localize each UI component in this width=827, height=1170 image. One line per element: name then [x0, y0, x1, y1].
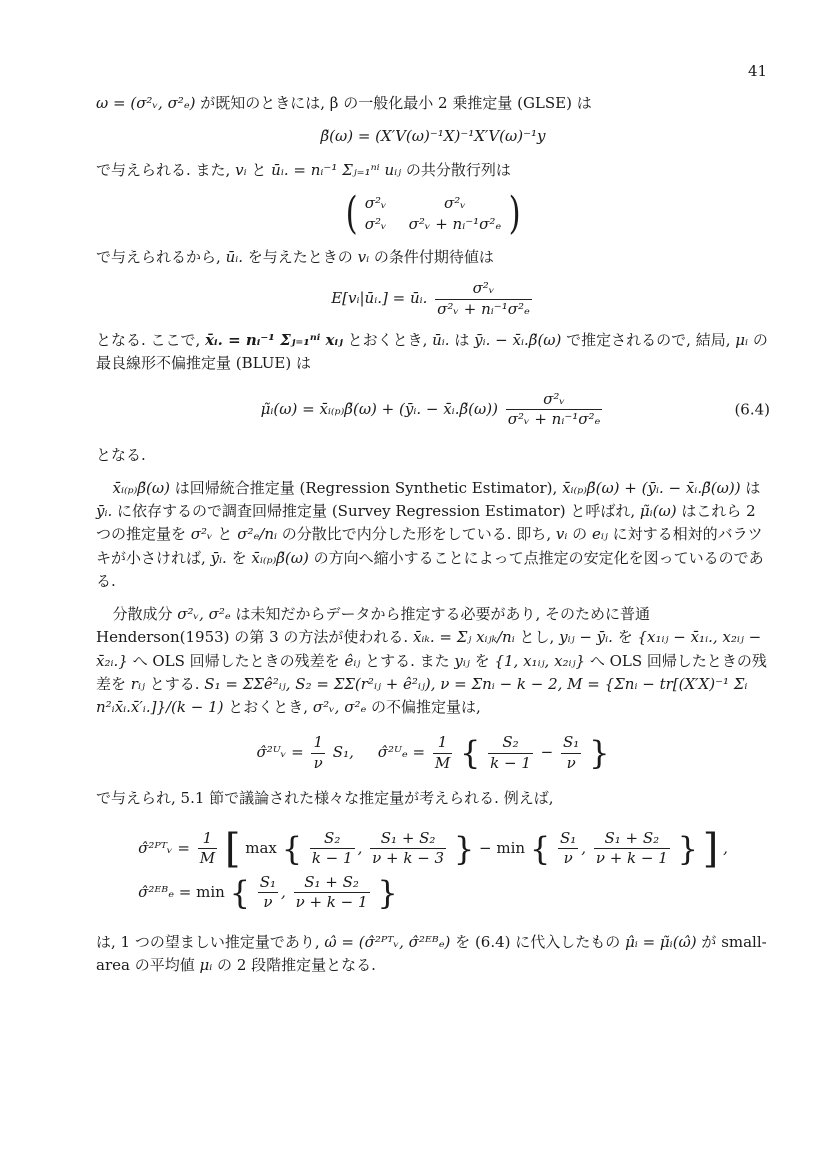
- paragraph-variance-components: [96, 603, 770, 719]
- fraction: [258, 873, 278, 913]
- max-operator: max: [245, 838, 277, 857]
- text-span: と: [217, 525, 233, 544]
- paragraph-estimators: [96, 477, 770, 593]
- text-span: とする. また: [365, 651, 450, 670]
- denominator: M: [434, 753, 451, 772]
- left-brace: {: [281, 829, 303, 868]
- math-inline: σ²ᵥ: [190, 525, 213, 544]
- equation-lhs: E[vᵢ|ūᵢ.] = ūᵢ.: [331, 289, 428, 307]
- numerator: 1: [437, 733, 448, 752]
- fraction: [561, 733, 581, 773]
- math-inline: vᵢ: [357, 247, 370, 266]
- left-bracket: [: [224, 825, 241, 872]
- denominator: ν: [558, 848, 578, 869]
- text-span: を (6.4) に代入したもの: [455, 932, 621, 951]
- text-span: の方向へ縮小することによって点推定の安定化を図っているのである.: [96, 548, 764, 590]
- paragraph-examples: で与えられ, 5.1 節で議論された様々な推定量が考えられる. 例えば,: [96, 789, 554, 808]
- page-body: [96, 92, 770, 977]
- page-number: 41: [748, 62, 768, 80]
- text-span: とおくとき,: [347, 331, 428, 349]
- punctuation: ,: [723, 838, 728, 857]
- text-span: の 2 段階推定量となる.: [217, 955, 376, 974]
- text-span: を: [231, 548, 247, 567]
- denominator: ν: [311, 753, 325, 774]
- text-span: とし,: [519, 628, 555, 647]
- fraction: [311, 733, 325, 773]
- matrix-cell: σ²ᵥ: [364, 193, 387, 212]
- text-span: とする.: [149, 674, 200, 693]
- right-paren: ): [508, 187, 521, 239]
- text-span: の最良線形不偏推定量 (BLUE) は: [96, 331, 768, 373]
- equation-number: (6.4): [734, 399, 770, 418]
- equation-lhs: μ̃ᵢ(ω) = x̄ᵢ₍ₚ₎β̃(ω) + (ȳᵢ. − x̄ᵢ.β̃(ω)): [260, 399, 498, 418]
- fraction: [198, 829, 217, 869]
- fraction: [558, 829, 578, 869]
- left-brace: {: [229, 873, 250, 912]
- text-span: の分散比で内分した形をしている. 即ち,: [281, 525, 552, 544]
- math-inline: ūᵢ.: [432, 331, 450, 349]
- numerator: S₁ + S₂: [604, 828, 660, 847]
- matrix-cell: σ²ᵥ: [444, 193, 466, 212]
- numerator: σ²ᵥ: [543, 389, 565, 408]
- math-inline: ω̂ = (σ̂²ᴾᵀᵥ, σ̂²ᴱᴮₑ): [324, 932, 451, 951]
- numerator: S₂: [324, 828, 341, 847]
- text-span: が small-area の平均値: [96, 932, 767, 974]
- matrix-cell: σ²ᵥ: [364, 214, 387, 233]
- math-inline: êᵢⱼ: [344, 651, 361, 670]
- right-brace: }: [453, 829, 475, 868]
- math-inline: {x₁ᵢⱼ − x̄₁ᵢ., x₂ᵢⱼ − x̄₂ᵢ.}: [96, 628, 762, 670]
- denominator: ν: [561, 753, 581, 774]
- denominator: σ²ᵥ + nᵢ⁻¹σ²ₑ: [507, 410, 601, 428]
- text-span: の共分散行列は: [405, 160, 511, 179]
- text-span: となる. ここで,: [96, 331, 201, 349]
- fraction: [506, 390, 603, 430]
- text-span: へ OLS 回帰したときの残差を: [96, 651, 767, 693]
- text-span: が既知のときには, β の一般化最小 2 乗推定量 (GLSE) は: [200, 94, 592, 112]
- matrix-grid: [365, 193, 501, 235]
- denominator: σ²ᵥ + nᵢ⁻¹σ²ₑ: [437, 299, 530, 318]
- text-span: を与えたときの: [247, 247, 353, 266]
- min-operator: min: [196, 882, 225, 901]
- text-span: で与えられる. また,: [96, 160, 231, 179]
- equation-unbiased: [96, 733, 770, 773]
- operator: −: [540, 743, 554, 762]
- denominator: ν + k − 1: [295, 893, 368, 911]
- numerator: S₁ + S₂: [380, 828, 436, 847]
- text-span: を: [617, 628, 633, 647]
- math-inline: ȳᵢ.: [96, 502, 113, 520]
- right-bracket: ]: [702, 825, 719, 872]
- math-inline: σ²ₑ/nᵢ: [237, 525, 278, 544]
- fraction: [594, 829, 670, 869]
- math-inline: ūᵢ. = nᵢ⁻¹ Σⱼ₌₁ⁿⁱ uᵢⱼ: [271, 160, 402, 179]
- numerator: S₁: [259, 872, 277, 891]
- equation-stack: [138, 825, 728, 917]
- paragraph-conditional: [96, 246, 770, 269]
- equation-pt: σ̂²ᴾᵀᵥ = $\frac{1}{M}$ [ max { $\frac{\text{S₂}}{k - 1}$ , $\frac{\text{S₁ + S₂}}{\nu + k - 3}$ } − min { $\frac{\text{S₁}}{\nu}$ , $\frac{\text{S₁ + S₂}}{\nu + k - 1}$ } ] ,: [138, 825, 728, 872]
- min-operator: min: [496, 838, 526, 857]
- math-inline: yᵢⱼ: [454, 651, 470, 670]
- equation-glse: β̃(ω) = (X′V(ω)⁻¹X)⁻¹X′V(ω)⁻¹y: [320, 127, 546, 146]
- numerator: S₁: [559, 828, 577, 847]
- text-span: の不偏推定量は,: [371, 698, 481, 716]
- math-inline: vᵢ: [555, 525, 568, 544]
- numerator: 1: [313, 733, 324, 752]
- matrix-cell: σ²ᵥ + nᵢ⁻¹σ²ₑ: [408, 214, 502, 233]
- math-inline: S₁ = ΣΣê²ᵢⱼ, S₂ = ΣΣ(r²ᵢⱼ + ê²ᵢⱼ), ν = Σnᵢ − k − 2, M = {Σnᵢ − tr[(X′X)⁻¹ Σᵢ n²ᵢx̄ᵢ.x̄′ᵢ.]}/(k − 1): [96, 674, 748, 716]
- left-brace: {: [529, 829, 551, 868]
- equation-blue: [96, 390, 770, 430]
- paragraph-two-stage: [96, 931, 770, 978]
- equation-term: S₁,: [332, 743, 354, 762]
- equation-lhs: σ̂²ᴾᵀᵥ =: [138, 838, 190, 857]
- text-span: はこれら 2 つの推定量を: [96, 502, 756, 544]
- math-inline: x̄ᵢ. = nᵢ⁻¹ Σⱼ₌₁ⁿⁱ xᵢⱼ: [205, 331, 343, 349]
- equation-lhs: σ̂²ᵁᵥ =: [256, 743, 304, 762]
- right-brace: }: [377, 873, 398, 912]
- equation-eb: σ̂²ᴱᴮₑ = min { $\frac{\text{S₁}}{\nu}$ , $\frac{\text{S₁ + S₂}}{\nu + k - 1}$ }: [138, 872, 398, 912]
- text-span: とおくとき,: [228, 698, 309, 716]
- denominator: k − 1: [311, 849, 353, 867]
- text-span: に依存するので調査回帰推定量 (Survey Regression Estimator) と呼ばれ,: [117, 502, 636, 520]
- math-inline: {1, x₁ᵢⱼ, x₂ᵢⱼ}: [494, 651, 586, 670]
- denominator: ν: [258, 892, 278, 913]
- math-inline: x̄ᵢ₍ₚ₎β̃(ω) + (ȳᵢ. − x̄ᵢ.β̃(ω)): [562, 478, 741, 497]
- math-inline: ūᵢ.: [225, 247, 244, 266]
- text-span: と: [251, 160, 267, 179]
- text-span: に対する相対的バラツキが小さければ,: [96, 525, 763, 567]
- right-brace: }: [589, 734, 610, 773]
- text-span: へ OLS 回帰したときの残差を: [132, 651, 340, 670]
- numerator: 1: [202, 828, 213, 847]
- equation-block-estimators: [96, 825, 770, 917]
- text-span: は: [745, 478, 761, 497]
- denominator: M: [199, 849, 216, 867]
- paragraph-covariance: [96, 159, 770, 182]
- math-inline: μ̃ᵢ(ω): [639, 502, 677, 520]
- numerator: σ²ᵥ: [472, 279, 495, 297]
- text-span: の: [572, 525, 588, 544]
- paragraph-blue-intro: [96, 329, 770, 376]
- operator: −: [479, 838, 492, 857]
- text-span: は回帰統合推定量 (Regression Synthetic Estimator),: [174, 478, 558, 497]
- math-inline: μ̂ᵢ = μ̃ᵢ(ω̂): [625, 932, 697, 951]
- paragraph-naru: となる.: [96, 445, 146, 464]
- left-brace: {: [459, 734, 481, 773]
- denominator: ν + k − 1: [595, 849, 668, 867]
- fraction: [370, 829, 446, 869]
- covariance-matrix: [96, 187, 770, 239]
- fraction: [433, 733, 452, 773]
- text-span: は未知だからデータから推定する必要があり, そのために普通 Henderson(1953) の第 3 の方法が使われる.: [96, 605, 651, 647]
- text-span: は: [454, 331, 470, 349]
- text-span: で与えられるから,: [96, 247, 221, 266]
- math-inline: rᵢⱼ: [130, 674, 145, 693]
- math-inline: x̄ᵢ₍ₚ₎β̃(ω): [112, 478, 170, 497]
- left-paren: (: [345, 187, 358, 239]
- math-inline: μᵢ: [735, 331, 749, 349]
- math-inline: x̄ᵢₖ. = Σⱼ xᵢⱼₖ/nᵢ: [412, 628, 515, 647]
- text-span: で推定されるので, 結局,: [566, 331, 731, 349]
- math-inline: ȳᵢ. − x̄ᵢ.β̃(ω): [474, 331, 562, 349]
- math-inline: ȳᵢ.: [210, 548, 227, 567]
- numerator: S₁: [563, 733, 580, 752]
- math-inline: σ²ᵥ, σ²ₑ: [312, 698, 367, 716]
- fraction: [310, 829, 355, 869]
- fraction: [488, 733, 533, 773]
- paragraph-glse-intro: [96, 92, 770, 115]
- text-span: 分散成分: [112, 605, 173, 623]
- equation-conditional-expectation: [96, 279, 770, 319]
- numerator: S₁ + S₂: [304, 872, 359, 891]
- text-span: は, 1 つの望ましい推定量であり,: [96, 932, 320, 951]
- fraction: [294, 873, 370, 913]
- denominator: ν + k − 3: [372, 849, 445, 867]
- math-inline: eᵢⱼ: [591, 525, 608, 544]
- equation-lhs: σ̂²ᴱᴮₑ =: [138, 882, 192, 901]
- equation-lhs: σ̂²ᵁₑ =: [377, 743, 426, 762]
- right-brace: }: [677, 829, 698, 868]
- fraction: [435, 279, 532, 319]
- math-inline: vᵢ: [235, 160, 247, 179]
- text-span: を: [474, 651, 490, 670]
- text-span: の条件付期待値は: [373, 247, 494, 266]
- math-inline: ω = (σ²ᵥ, σ²ₑ): [96, 94, 196, 112]
- math-inline: σ²ᵥ, σ²ₑ: [177, 605, 231, 623]
- math-inline: x̄ᵢ₍ₚ₎β̃(ω): [251, 548, 309, 567]
- math-inline: yᵢⱼ − ȳᵢ.: [559, 628, 613, 647]
- math-inline: μᵢ: [199, 955, 213, 974]
- denominator: k − 1: [490, 753, 531, 772]
- numerator: S₂: [502, 733, 519, 752]
